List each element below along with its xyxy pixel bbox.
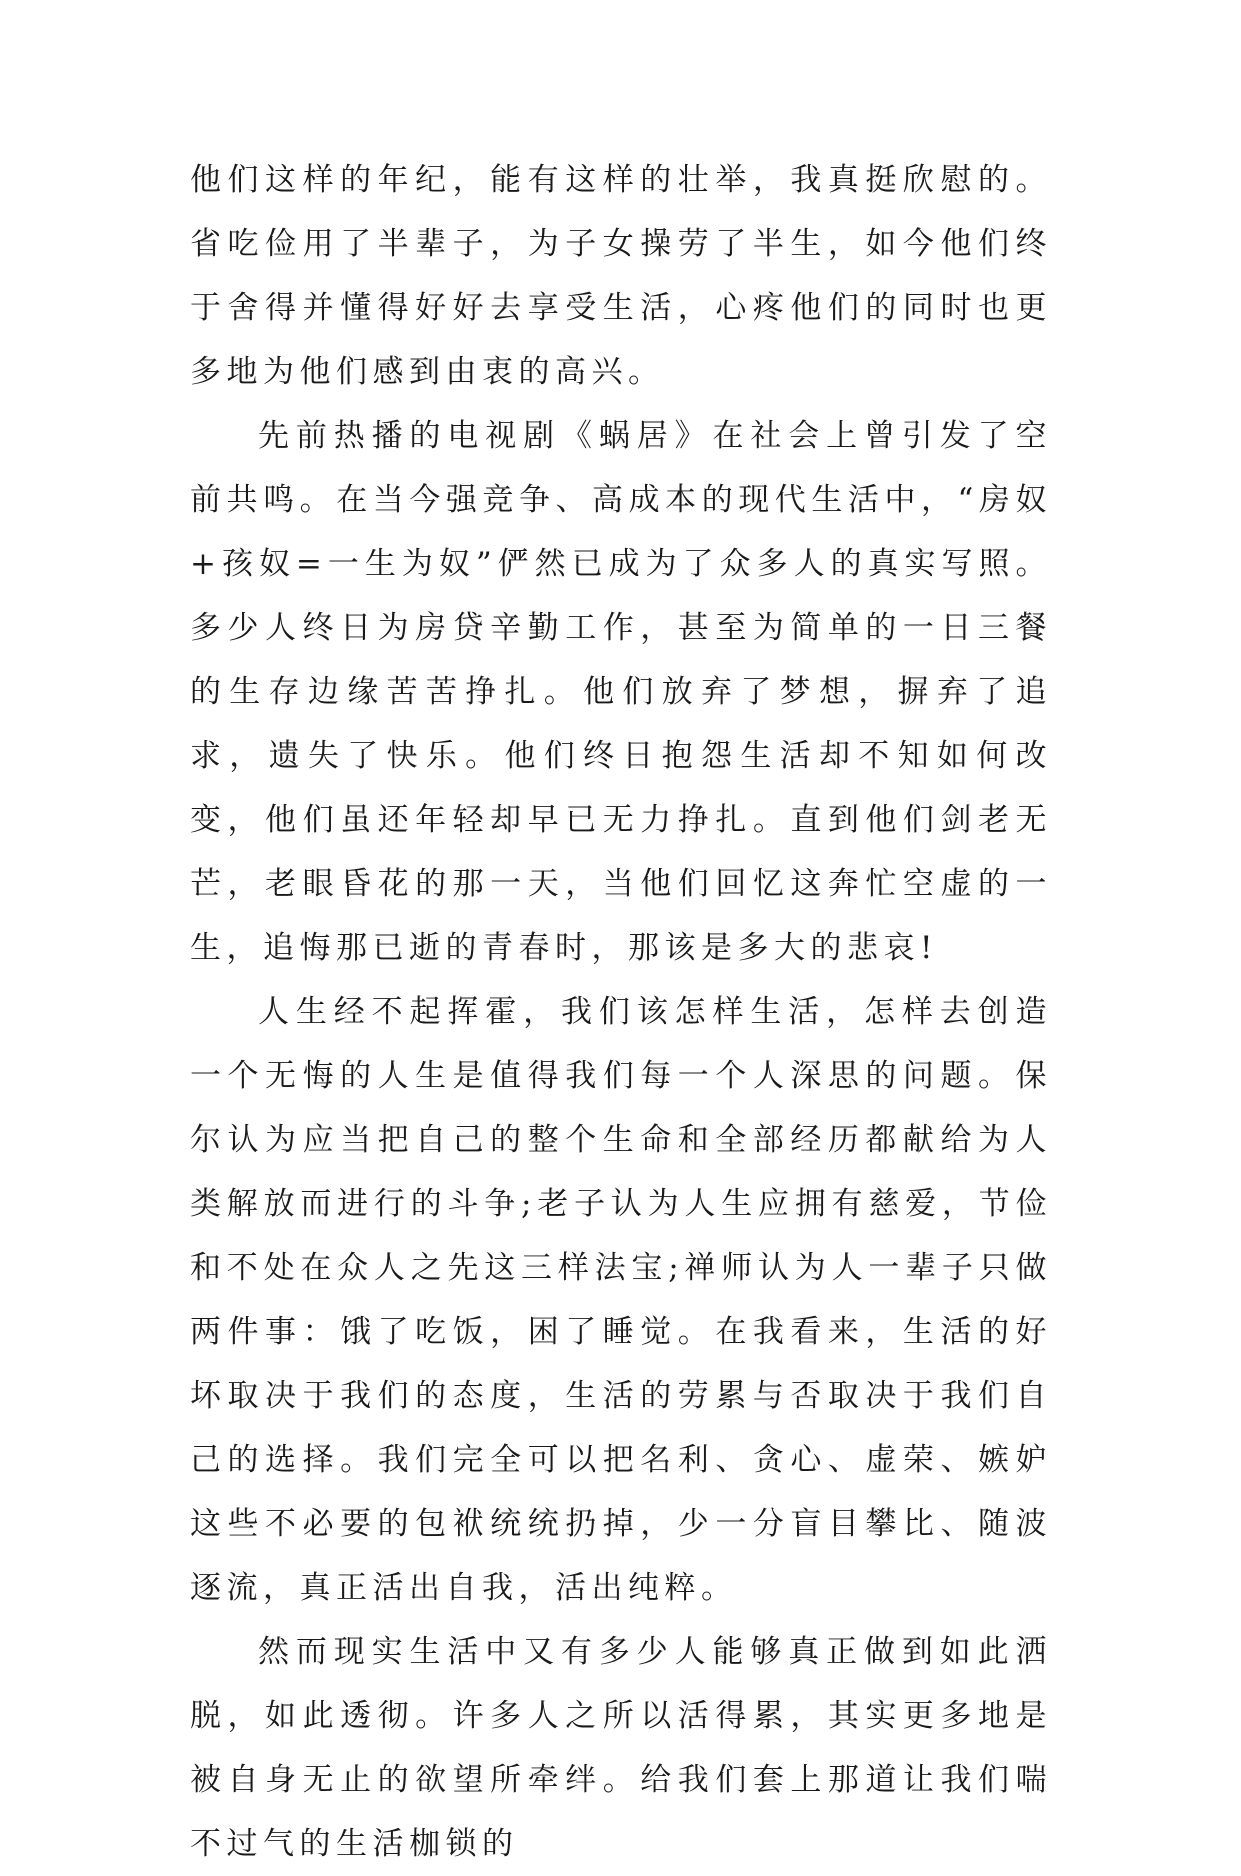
- paragraph-2: 先前热播的电视剧《蜗居》在社会上曾引发了空前共鸣。在当今强竞争、高成本的现代生活中，“房奴+孩奴=一生为奴”俨然已成为了众多人的真实写照。多少人终日为房贷辛勤工作，甚至为简单的一日三餐的生存边缘苦苦挣扎。他们放弃了梦想，摒弃了追求，遗失了快乐。他们终日抱怨生活却不知如何改变，他们虽还年轻却早已无力挣扎。直到他们剑老无芒，老眼昏花的那一天，当他们回忆这奔忙空虚的一生，追悔那已逝的青春时，那该是多大的悲哀!: [190, 418, 1052, 966]
- paragraph-1: 他们这样的年纪，能有这样的壮举，我真挺欣慰的。省吃俭用了半辈子，为子女操劳了半生，如今他们终于舍得并懂得好好去享受生活，心疼他们的同时也更多地为他们感到由衷的高兴。: [190, 162, 1052, 390]
- paragraph-3: 人生经不起挥霍，我们该怎样生活，怎样去创造一个无悔的人生是值得我们每一个人深思的问题。保尔认为应当把自己的整个生命和全部经历都献给为人类解放而进行的斗争;老子认为人生应拥有慈爱，节俭和不处在众人之先这三样法宝;禅师认为人一辈子只做两件事：饿了吃饭，困了睡觉。在我看来，生活的好坏取决于我们的态度，生活的劳累与否取决于我们自己的选择。我们完全可以把名利、贪心、虚荣、嫉妒这些不必要的包袱统统扔掉，少一分盲目攀比、随波逐流，真正活出自我，活出纯粹。: [190, 994, 1052, 1606]
- paragraph-4: 然而现实生活中又有多少人能够真正做到如此洒脱，如此透彻。许多人之所以活得累，其实更多地是被自身无止的欲望所牵绊。给我们套上那道让我们喘不过气的生活枷锁的: [190, 1634, 1052, 1862]
- document-body: [190, 148, 1052, 1876]
